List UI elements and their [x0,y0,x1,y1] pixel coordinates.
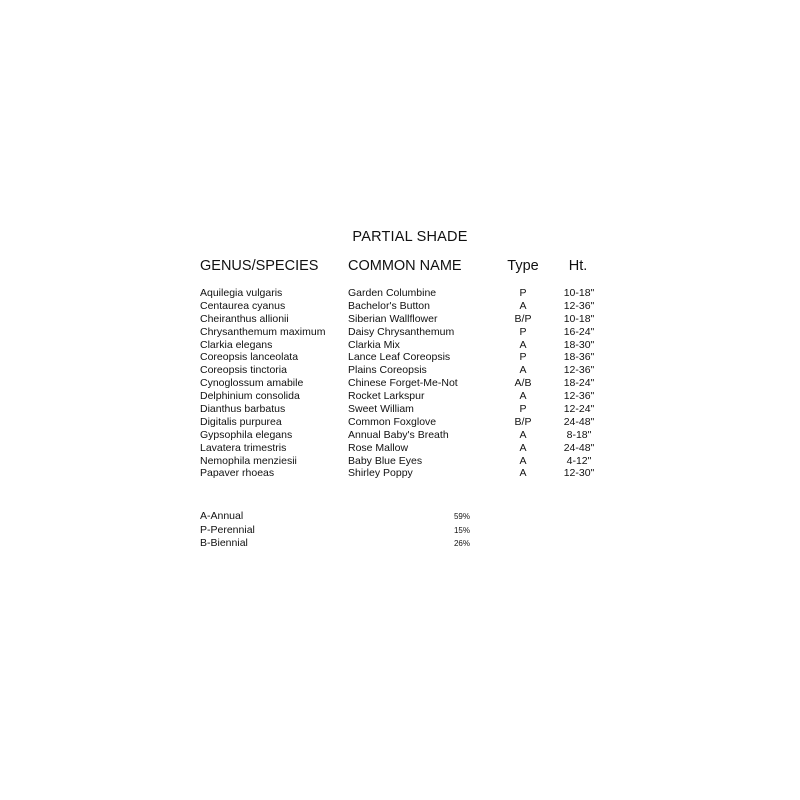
table-row [0,390,800,403]
common-name-cell: Clarkia Mix [348,338,400,351]
height-cell: 8-18" [566,428,592,441]
height-cell: 4-12" [566,454,592,467]
common-name-cell: Common Foxglove [348,415,437,428]
type-cell: P [519,403,527,416]
height-cell: 16-24" [563,325,595,338]
table-row [0,300,800,313]
height-cell: 24-48" [563,441,595,454]
height-cell: 12-30" [563,467,595,480]
legend-label: P-Perennial [200,523,255,536]
table-row [0,287,800,300]
legend-row [0,537,800,551]
legend-label: A-Annual [200,510,244,522]
type-cell: B/P [514,312,532,325]
header-genus-species: GENUS/SPECIES [200,258,319,274]
common-name-cell: Lance Leaf Coreopsis [348,351,451,364]
legend-row [0,524,800,538]
table-row [0,364,800,377]
table-row [0,416,800,429]
table-row [0,442,800,455]
height-cell: 12-24" [563,403,595,416]
common-name-cell: Sweet William [348,403,414,416]
genus-cell: Chrysanthemum maximum [200,325,326,338]
genus-cell: Cynoglossum amabile [200,377,304,390]
genus-cell: Coreopsis tinctoria [200,364,287,377]
table-row [0,403,800,416]
type-cell: A [519,467,527,480]
common-name-cell: Daisy Chrysanthemum [348,325,455,338]
legend-percent: 59% [453,512,470,521]
height-cell: 12-36" [563,299,595,312]
type-cell: P [519,287,527,299]
legend-row [0,510,800,524]
legend-label: B-Biennial [200,537,248,549]
common-name-cell: Rocket Larkspur [348,390,425,403]
genus-cell: Cheiranthus allionii [200,312,289,325]
type-cell: P [519,351,527,364]
table-row [0,339,800,352]
height-cell: 10-18" [563,312,595,325]
type-cell: A [519,441,527,454]
type-cell: A [519,454,527,467]
genus-cell: Lavatera trimestris [200,441,287,454]
common-name-cell: Annual Baby's Breath [348,428,449,441]
type-cell: P [519,325,527,338]
plant-table [0,287,800,480]
genus-cell: Digitalis purpurea [200,415,282,428]
common-name-cell: Shirley Poppy [348,467,413,480]
common-name-cell: Chinese Forget-Me-Not [348,377,458,390]
common-name-cell: Bachelor's Button [348,299,430,312]
type-legend [0,510,800,551]
type-cell: A [519,364,527,377]
type-cell: A [519,428,527,441]
height-cell: 24-48" [563,415,595,428]
genus-cell: Centaurea cyanus [200,299,286,312]
legend-percent: 15% [453,525,470,535]
type-cell: A [519,390,527,403]
height-cell: 18-24" [563,377,595,390]
genus-cell: Coreopsis lanceolata [200,351,299,364]
common-name-cell: Plains Coreopsis [348,364,427,377]
height-cell: 18-30" [563,338,595,351]
type-cell: B/P [514,415,532,428]
header-common-name: COMMON NAME [348,258,462,274]
common-name-cell: Baby Blue Eyes [348,454,423,467]
table-row [0,326,800,339]
genus-cell: Nemophila menziesii [200,454,297,467]
genus-cell: Delphinium consolida [200,390,300,403]
genus-cell: Dianthus barbatus [200,403,286,416]
table-row [0,377,800,390]
type-cell: A/B [514,377,532,390]
table-row [0,313,800,326]
header-type: Type [507,258,539,274]
header-height: Ht. [568,258,588,274]
common-name-cell: Garden Columbine [348,287,437,299]
table-row [0,455,800,468]
type-cell: A [519,338,527,351]
table-row [0,467,800,480]
genus-cell: Gypsophila elegans [200,428,293,441]
legend-percent: 26% [453,539,470,548]
height-cell: 12-36" [563,390,595,403]
genus-cell: Papaver rhoeas [200,467,275,480]
common-name-cell: Siberian Wallflower [348,312,438,325]
height-cell: 12-36" [563,364,595,377]
type-cell: A [519,299,527,312]
genus-cell: Aquilegia vulgaris [200,287,283,299]
page-title: PARTIAL SHADE [352,229,468,245]
table-row [0,429,800,442]
common-name-cell: Rose Mallow [348,441,409,454]
height-cell: 18-36" [563,351,595,364]
genus-cell: Clarkia elegans [200,338,273,351]
table-row [0,351,800,364]
height-cell: 10-18" [563,287,595,299]
